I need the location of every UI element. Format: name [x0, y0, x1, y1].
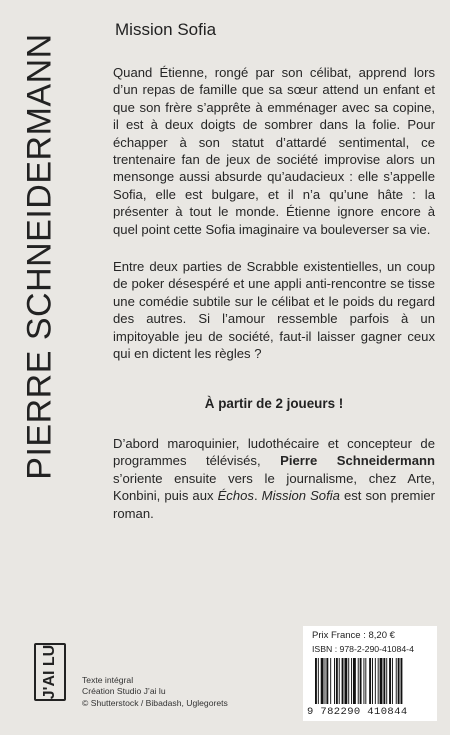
tagline: À partir de 2 joueurs ! — [204, 396, 344, 411]
bio-book-title: Mission Sofia — [261, 488, 340, 504]
bio-echos: Échos — [217, 488, 254, 504]
book-title: Mission Sofia — [115, 20, 217, 39]
credit-line: Création Studio J’ai lu — [82, 686, 166, 697]
author-spine-text: PIERRE SCHNEIDERMANN — [20, 32, 59, 480]
price-label: Prix France : 8,20 € — [312, 630, 395, 641]
bio-text-3: . — [253, 488, 262, 504]
isbn-label: ISBN : 978-2-290-41084-4 — [312, 644, 414, 654]
bio-text-4: est son premier roman. — [113, 488, 435, 521]
synopsis-paragraph-2: Entre deux parties de Scrabble existentielles, un coup de poker désespéré et une appli anti-rencontre se tisse une comédie subtile sur le célibat et le poids du regard des autres. Si l’amour ressemble parfois à un impitoyable jeu de société, faut-il laisser gagner ceux qui en dictent les règles ? — [113, 259, 435, 362]
barcode-number: 9 782290 410844 — [307, 706, 408, 718]
publisher-logo-text: J'AI LU — [41, 644, 59, 700]
synopsis-paragraph-1: Quand Étienne, rongé par son célibat, apprend lors d’un repas de famille que sa sœur attend un enfant et que son frère s’apprête à emménager avec sa copine, il est à deux doigts de sombrer dans la folie. Pour échapper à son statut d’attardé sentimental, ce trentenaire fan de jeux de société improvise alors un mensonge aussi absurde qu’audacieux : elle s’appelle Sofia, elle est bulgare, et il n’a qu’une hâte : la présenter à tout le monde. Étienne ignore encore à quel point cette Sofia imaginaire va bouleverser sa vie. — [113, 65, 435, 237]
bio-text-1: D’abord maroquinier, ludothécaire et concepteur de programmes télévisés, — [113, 436, 435, 469]
bio-author-name: Pierre Schneidermann — [280, 453, 435, 469]
credit-line: © Shutterstock / Bibadash, Uglegorets — [82, 697, 228, 708]
barcode-icon — [315, 658, 433, 704]
author-name-vertical — [14, 24, 66, 488]
credits-block — [82, 675, 228, 709]
author-bio — [113, 435, 435, 522]
credit-line: Texte intégral — [82, 675, 134, 685]
publisher-logo — [34, 643, 66, 701]
barcode-area — [303, 626, 437, 721]
bio-text-2: s’oriente ensuite vers le journalisme, chez Arte, Konbini, puis aux — [113, 470, 435, 504]
